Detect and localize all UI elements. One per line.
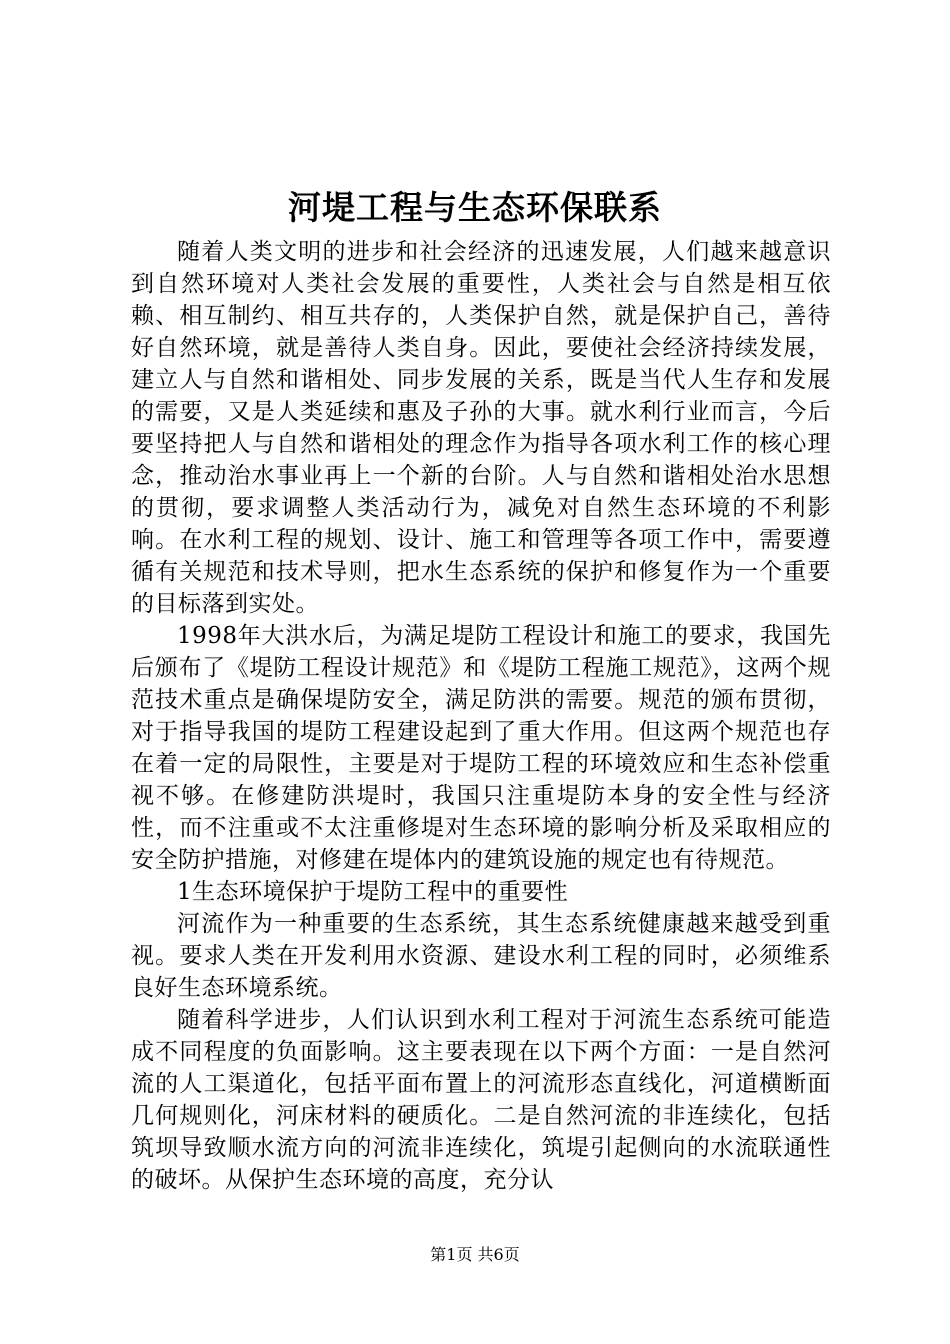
- page-number-footer: 第1页 共6页: [430, 1245, 520, 1264]
- paragraph-2: 1998年大洪水后，为满足堤防工程设计和施工的要求，我国先后颁布了《堤防工程设计规范》和《堤防工程施工规范》，这两个规范技术重点是确保堤防安全，满足防洪的需要。规范的颁布贯彻，对于指导我国的堤防工程建设起到了重大作用。但这两个规范也存在着一定的局限性，主要是对于堤防工程的环境效应和生态补偿重视不够。在修建防洪堤时，我国只注重堤防本身的安全性与经济性，而不注重或不太注重修堤对生态环境的影响分析及采取相应的安全防护措施，对修建在堤体内的建筑设施的规定也有待规范。: [131, 623, 831, 873]
- document-body: [131, 236, 831, 1196]
- document-title: 河堤工程与生态环保联系: [288, 188, 662, 227]
- paragraph-4: 随着科学进步，人们认识到水利工程对于河流生态系统可能造成不同程度的负面影响。这主要表现在以下两个方面：一是自然河流的人工渠道化，包括平面布置上的河流形态直线化，河道横断面几何规则化，河床材料的硬质化。二是自然河流的非连续化，包括筑坝导致顺水流方向的河流非连续化，筑堤引起侧向的水流联通性的破坏。从保护生态环境的高度，充分认: [131, 1007, 831, 1193]
- paragraph-1: 随着人类文明的进步和社会经济的迅速发展，人们越来越意识到自然环境对人类社会发展的重要性，人类社会与自然是相互依赖、相互制约、相互共存的，人类保护自然，就是保护自己，善待好自然环境，就是善待人类自身。因此，要使社会经济持续发展，建立人与自然和谐相处、同步发展的关系，既是当代人生存和发展的需要，又是人类延续和惠及子孙的大事。就水利行业而言，今后要坚持把人与自然和谐相处的理念作为指导各项水利工作的核心理念，推动治水事业再上一个新的台阶。人与自然和谐相处治水思想的贯彻，要求调整人类活动行为，减免对自然生态环境的不利影响。在水利工程的规划、设计、施工和管理等各项工作中，需要遵循有关规范和技术导则，把水生态系统的保护和修复作为一个重要的目标落到实处。: [131, 239, 831, 617]
- section-heading: 1生态环境保护于堤防工程中的重要性: [177, 879, 569, 905]
- paragraph-3: 河流作为一种重要的生态系统，其生态系统健康越来越受到重视。要求人类在开发利用水资源、建设水利工程的同时，必须维系良好生态环境系统。: [131, 911, 831, 1001]
